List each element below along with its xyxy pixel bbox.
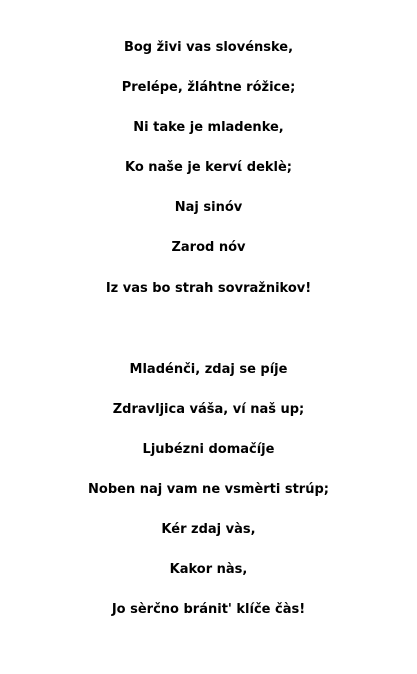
poem-line: Zarod nóv (171, 240, 246, 255)
poem-line: Bog živi vas slovénske, (123, 40, 294, 55)
poem-line: Ljubézni domačíje (142, 442, 275, 457)
poem-line: Ni take je mladenke, (133, 120, 284, 135)
poem-line: Ko naše je kervί deklè; (124, 160, 293, 175)
poem-line: Naj sinóv (174, 200, 243, 215)
poem-line: Prelépe, žláhtne rόžice; (121, 80, 296, 95)
poem-line: Jo sèrčno bránit' klíče čàs! (111, 602, 306, 617)
poem-line: Noben naj vam ne vsmèrti strúp; (88, 482, 329, 497)
poem-line: Zdravljica váša, ví naš up; (112, 402, 305, 417)
poem-line: Kér zdaj vàs, (161, 522, 256, 537)
poem-line: Iz vas bo strah sovražnikov! (105, 281, 312, 296)
poem-line: Mladénči, zdaj se píje (129, 362, 288, 377)
poem-line: Kakor nàs, (169, 562, 248, 577)
